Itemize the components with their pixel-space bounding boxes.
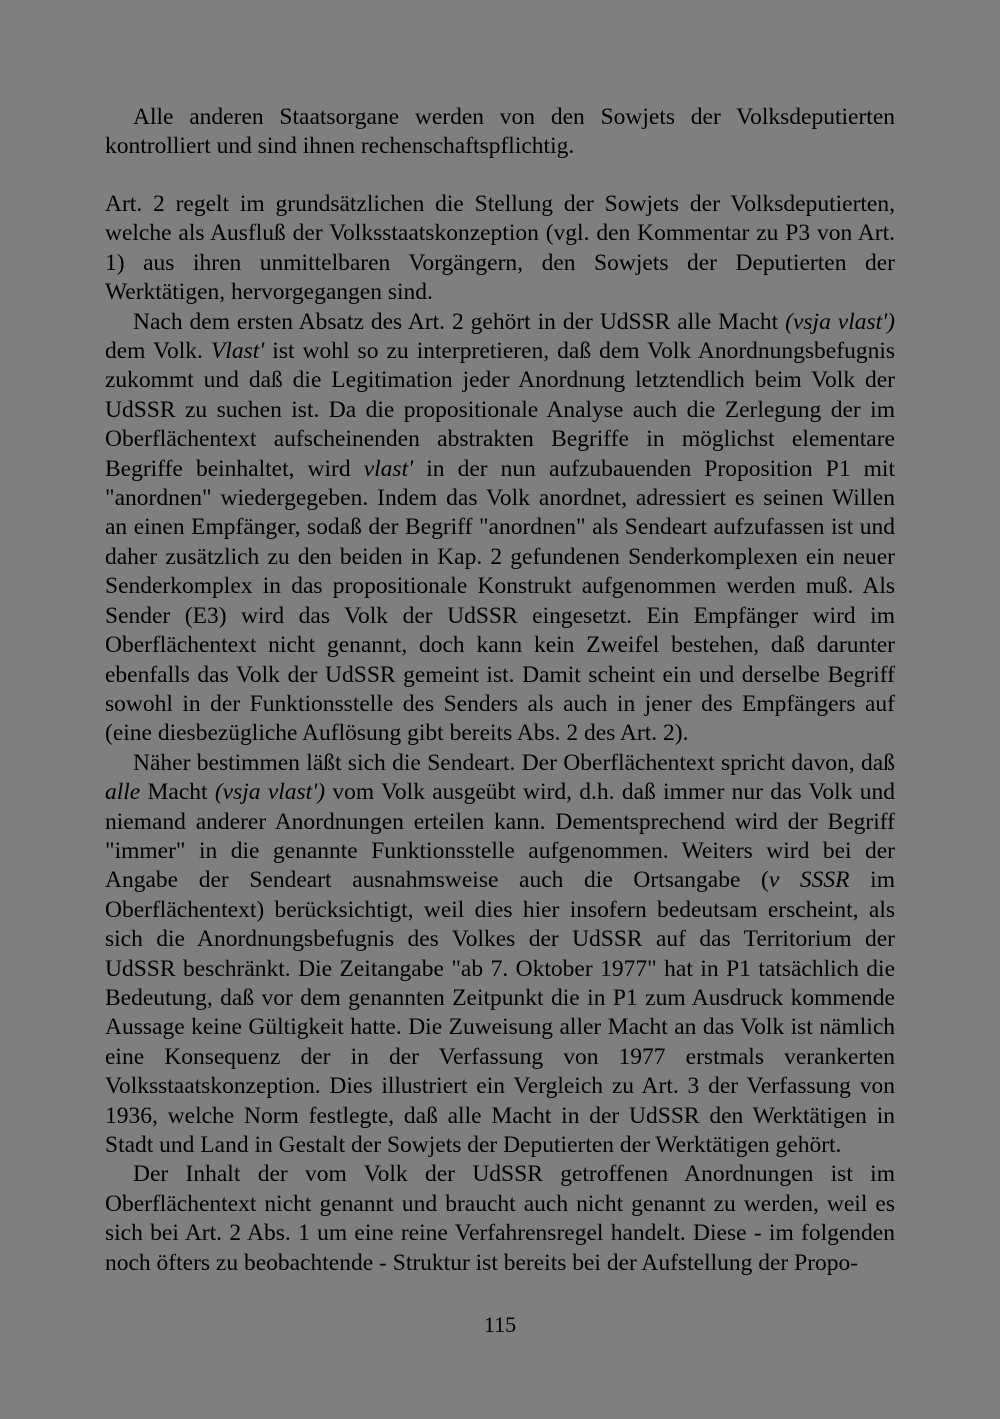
- italic-term: (vsja vlast'): [214, 779, 326, 806]
- italic-term: v SSSR: [768, 867, 850, 894]
- text-run: dem Volk.: [105, 338, 211, 365]
- italic-term: alle: [105, 779, 141, 806]
- text-run: Macht: [140, 779, 215, 806]
- text-run: Nach dem ersten Absatz des Art. 2 gehört in der UdSSR alle Macht: [133, 308, 786, 335]
- intro-block: [105, 103, 895, 162]
- paragraph-sendeart: [105, 749, 895, 1161]
- text-run: in der nun aufzubauenden Proposition P1 mit "anordnen" wiedergegeben. Indem das Volk anordnet, adressiert es seinen Willen an einen Empfänger, sodaß der Begriff "anordnen" als Sendeart aufzufassen ist und daher zusätzlich zu den beiden in Kap. 2 gefundenen Senderkomplexen ein neuer Senderkomplex in das propositionale Konstrukt aufgenommen werden muß. Als Sender (E3) wird das Volk der UdSSR eingesetzt. Ein Empfänger wird im Oberflächentext nicht genannt, doch kann kein Zweifel bestehen, daß darunter ebenfalls das Volk der UdSSR gemeint ist. Damit scheint ein und derselbe Begriff sowohl in der Funktionsstelle des Senders als auch in jener des Empfängers auf (eine diesbezügliche Auflösung gibt bereits Abs. 2 des Art. 2).: [105, 455, 895, 747]
- italic-term: vlast': [363, 455, 414, 482]
- italic-term: Vlast': [210, 338, 265, 365]
- text-run: Näher bestimmen läßt sich die Sendeart. Der Oberflächentext spricht davon, daß: [133, 749, 895, 776]
- text-run: ist wohl so zu interpretieren, daß dem Volk Anordnungsbefugnis zukommt und daß die Legitimation jeder Anordnung letztendlich beim Volk der UdSSR zu suchen ist. Da die propositionale Analyse auch die Zerlegung der im Oberflächentext aufscheinenden abstrakten Begriffe in möglichst elementare Begriffe beinhaltet, wird: [105, 338, 895, 482]
- page-number: 115: [483, 1312, 517, 1337]
- paragraph-inhalt: Der Inhalt der vom Volk der UdSSR getroffenen Anordnungen ist im Oberflächentext nicht genannt und braucht auch nicht genannt zu werden, weil es sich bei Art. 2 Abs. 1 um eine reine Verfahrensregel handelt. Diese - im folgenden noch öfters zu beobachtende - Struktur ist bereits bei der Aufstellung der Propo-: [105, 1161, 895, 1276]
- text-run: vom Volk ausgeübt wird, d.h. daß immer nur das Volk und niemand anderer Anordnungen erteilen kann. Dementsprechend wird der Begriff "immer" in die genannte Funktionsstelle aufgenommen. Weiters wird bei der Angabe der Sendeart ausnahmsweise auch die Ortsangabe (: [105, 779, 895, 894]
- text-run: im Oberflächentext) berücksichtigt, weil dies hier insofern bedeutsam erscheint, als sich die Anordnungsbefugnis des Volkes der UdSSR auf das Territorium der UdSSR beschränkt. Die Zeitangabe "ab 7. Oktober 1977" hat in P1 tatsächlich die Bedeutung, daß vor dem genannten Zeitpunkt die in P1 zum Ausdruck kommende Aussage keine Gültigkeit hatte. Die Zuweisung aller Macht an das Volk ist nämlich eine Konsequenz der in der Verfassung von 1977 erstmals verankerten Volksstaatskonzeption. Dies illustriert ein Vergleich zu Art. 3 der Verfassung von 1936, welche Norm festlegte, daß alle Macht in der UdSSR den Werktätigen in Stadt und Land in Gestalt der Sowjets der Deputierten der Werktätigen gehört.: [105, 867, 895, 1158]
- paragraph-art2-overview: Art. 2 regelt im grundsätzlichen die Stellung der Sowjets der Volksdeputierten, welche als Ausfluß der Volksstaatskonzeption (vgl. den Kommentar zu P3 von Art. 1) aus ihren unmittelbaren Vorgängern, den Sowjets der Deputierten der Werktätigen, hervorgegangen sind.: [105, 191, 895, 306]
- main-text-block: [105, 190, 895, 1278]
- italic-term: (vsja vlast'): [785, 308, 895, 335]
- intro-paragraph: Alle anderen Staatsorgane werden von den Sowjets der Volksdeputierten kontrolliert und sind ihnen rechenschaftspflichtig.: [105, 104, 895, 160]
- paragraph-macht-volk: [105, 308, 895, 749]
